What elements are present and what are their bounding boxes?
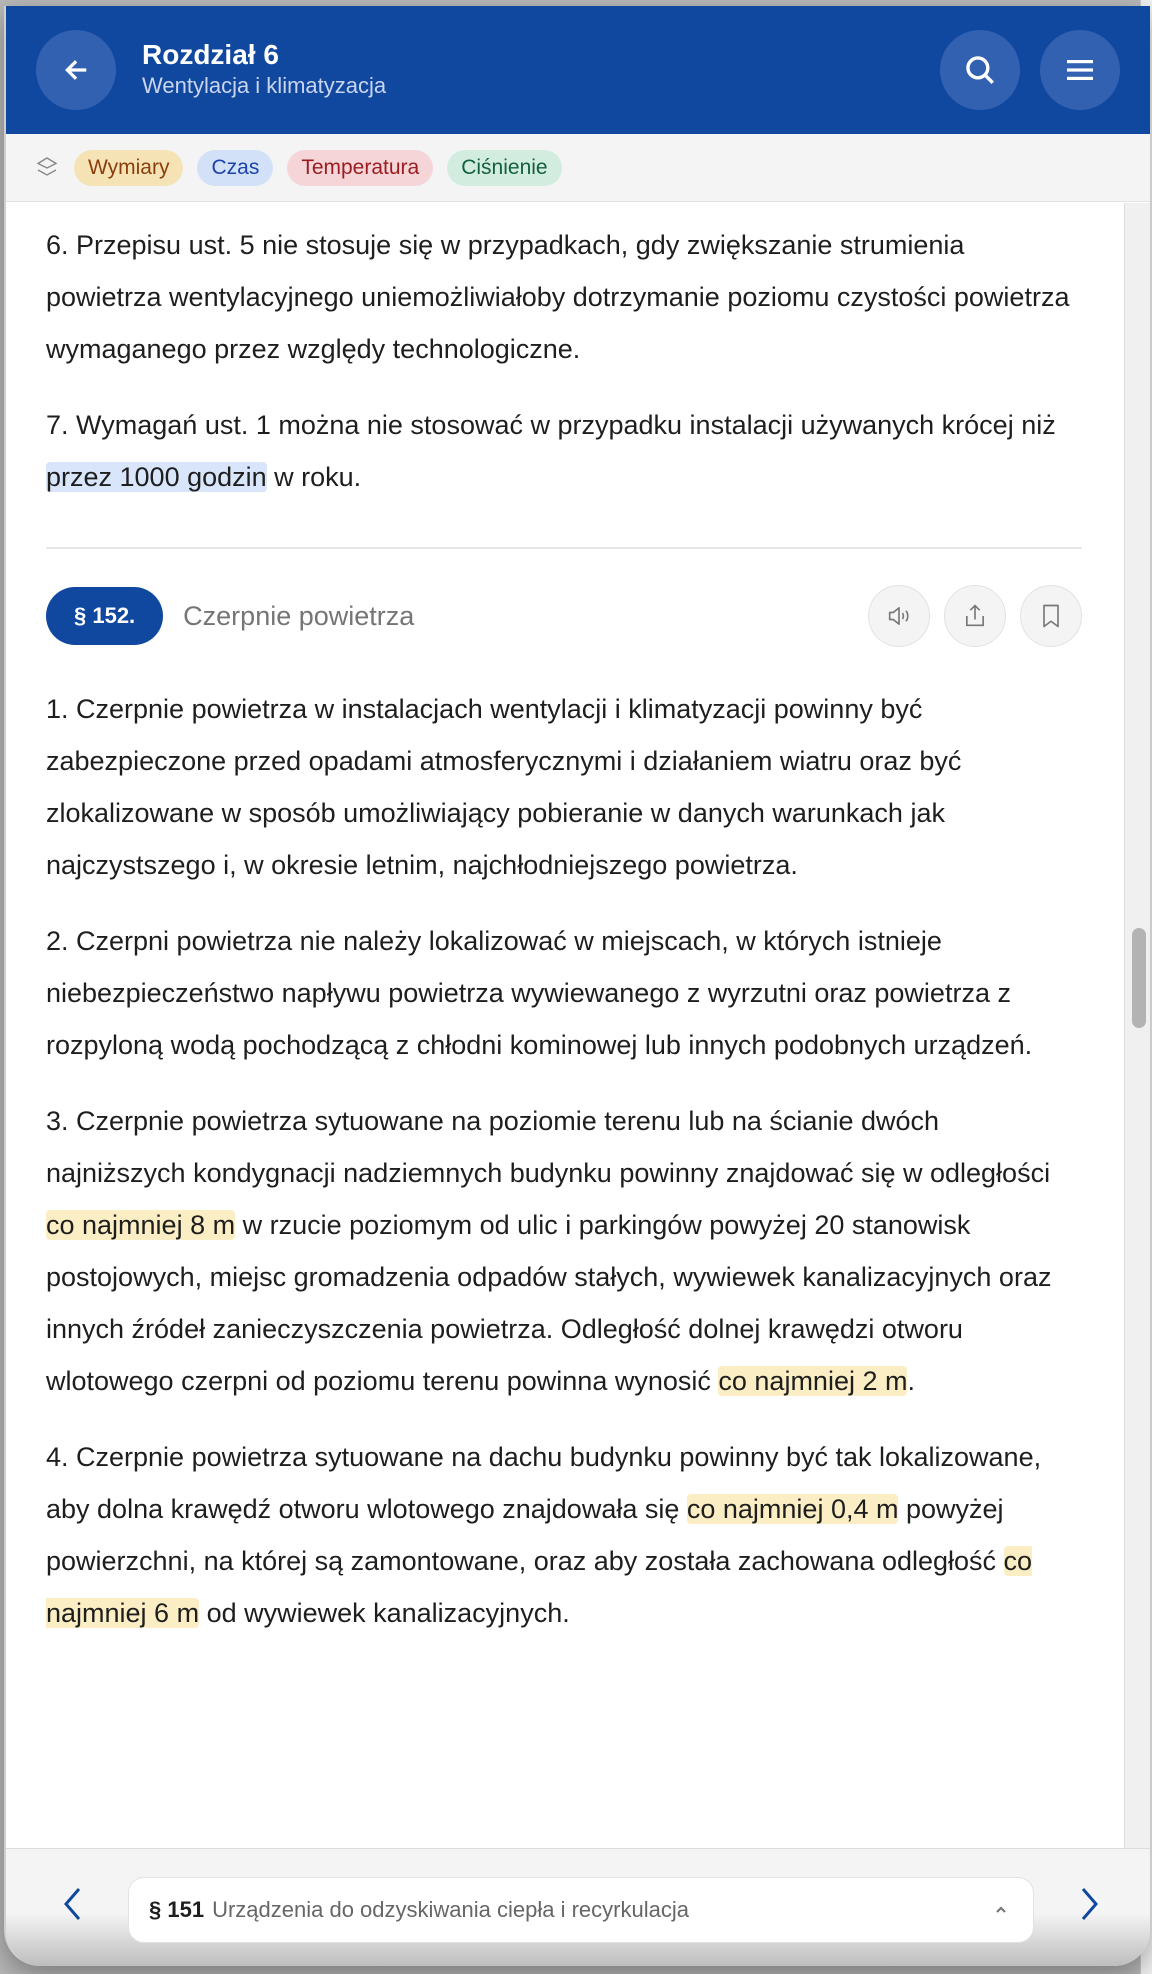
filter-chip-cisnienie[interactable]: Ciśnienie — [447, 150, 561, 186]
section-divider — [46, 547, 1082, 549]
paragraph-7: 7. Wymagań ust. 1 można nie stosować w przypadku instalacji używanych krócej niż przez 1000 godzin w roku. — [46, 410, 1056, 492]
top-app-bar — [6, 6, 1150, 134]
app-window — [4, 6, 1150, 1966]
bottom-navigation — [6, 1848, 1150, 1966]
arrow-left-icon — [63, 57, 89, 83]
section-title: Czerpnie powietrza — [183, 600, 415, 631]
dimension-highlight[interactable]: co najmniej 2 m — [718, 1366, 908, 1396]
chevron-right-icon — [1079, 1887, 1101, 1921]
search-icon — [963, 53, 997, 87]
current-section-number: § 151 — [149, 1897, 205, 1922]
section-number-badge: § 152. — [46, 587, 163, 645]
scrollbar[interactable] — [1124, 203, 1150, 1853]
speaker-icon — [885, 602, 913, 630]
current-section-title: Urządzenia do odzyskiwania ciepła i recyrkulacja — [212, 1897, 689, 1922]
next-section-button[interactable] — [1070, 1879, 1110, 1929]
header-titles — [142, 39, 940, 101]
menu-button[interactable] — [1040, 30, 1120, 110]
filter-chip-wymiary[interactable]: Wymiary — [74, 150, 183, 186]
document-content — [6, 203, 1126, 1853]
time-highlight[interactable]: przez 1000 godzin — [46, 462, 267, 492]
listen-button[interactable] — [868, 585, 930, 647]
share-icon — [961, 602, 989, 630]
bookmark-icon — [1037, 602, 1065, 630]
hamburger-menu-icon — [1067, 59, 1093, 81]
current-section-selector[interactable] — [128, 1877, 1034, 1943]
dimension-highlight[interactable]: co najmniej 8 m — [46, 1210, 236, 1240]
paragraph-6: 6. Przepisu ust. 5 nie stosuje się w przypadkach, gdy zwiększanie strumienia powietrza wentylacyjnego uniemożliwiałoby dotrzymanie poziomu czystości powietrza wymaganego przez względy technologiczne. — [46, 230, 1070, 364]
highlight-filter-bar — [6, 134, 1150, 202]
layers-icon[interactable] — [34, 155, 60, 181]
back-button[interactable] — [36, 30, 116, 110]
filter-chip-czas[interactable]: Czas — [197, 150, 273, 186]
bookmark-button[interactable] — [1020, 585, 1082, 647]
paragraph-1: 1. Czerpnie powietrza w instalacjach wentylacji i klimatyzacji powinny być zabezpieczone przed opadami atmosferycznymi i działaniem wiatru oraz być zlokalizowane w sposób umożliwiający pobieranie w danych warunkach jak najczystszego i, w okresie letnim, najchłodniejszego powietrza. — [46, 694, 962, 880]
chapter-subtitle: Wentylacja i klimatyzacja — [142, 73, 387, 98]
chapter-title: Rozdział 6 — [142, 39, 279, 70]
paragraph-2: 2. Czerpni powietrza nie należy lokalizować w miejscach, w których istnieje niebezpieczeństwo napływu powietrza wywiewanego z wyrzutni oraz powietrza z rozpyloną wodą pochodzącą z chłodni kominowej lub innych podobnych urządzeń. — [46, 926, 1033, 1060]
section-header — [46, 585, 1082, 647]
paragraph-4: 4. Czerpnie powietrza sytuowane na dachu budynku powinny być tak lokalizowane, aby dolna krawędź otworu wlotowego znajdowała się co najmniej 0,4 m powyżej powierzchni, na której są zamontowane, oraz aby została zachowana odległość co najmniej 6 m od wywiewek kanalizacyjnych. — [46, 1442, 1042, 1628]
dimension-highlight[interactable]: co najmniej 6 m — [46, 1546, 1033, 1628]
scrollbar-thumb[interactable] — [1132, 928, 1146, 1028]
dimension-highlight[interactable]: co najmniej 0,4 m — [686, 1494, 899, 1524]
share-button[interactable] — [944, 585, 1006, 647]
chevron-up-icon — [993, 1902, 1009, 1918]
paragraph-3: 3. Czerpnie powietrza sytuowane na poziomie terenu lub na ścianie dwóch najniższych kondygnacji nadziemnych budynku powinny znajdować się w odległości co najmniej 8 m w rzucie poziomym od ulic i parkingów powyżej 20 stanowisk postojowych, miejsc gromadzenia odpadów stałych, wywiewek kanalizacyjnych oraz innych źródeł zanieczyszczenia powietrza. Odległość dolnej krawędzi otworu wlotowego czerpni od poziomu terenu powinna wynosić co najmniej 2 m. — [46, 1106, 1052, 1396]
search-button[interactable] — [940, 30, 1020, 110]
filter-chip-temperatura[interactable]: Temperatura — [287, 150, 433, 186]
previous-section-button[interactable] — [52, 1879, 92, 1929]
chevron-left-icon — [61, 1887, 83, 1921]
